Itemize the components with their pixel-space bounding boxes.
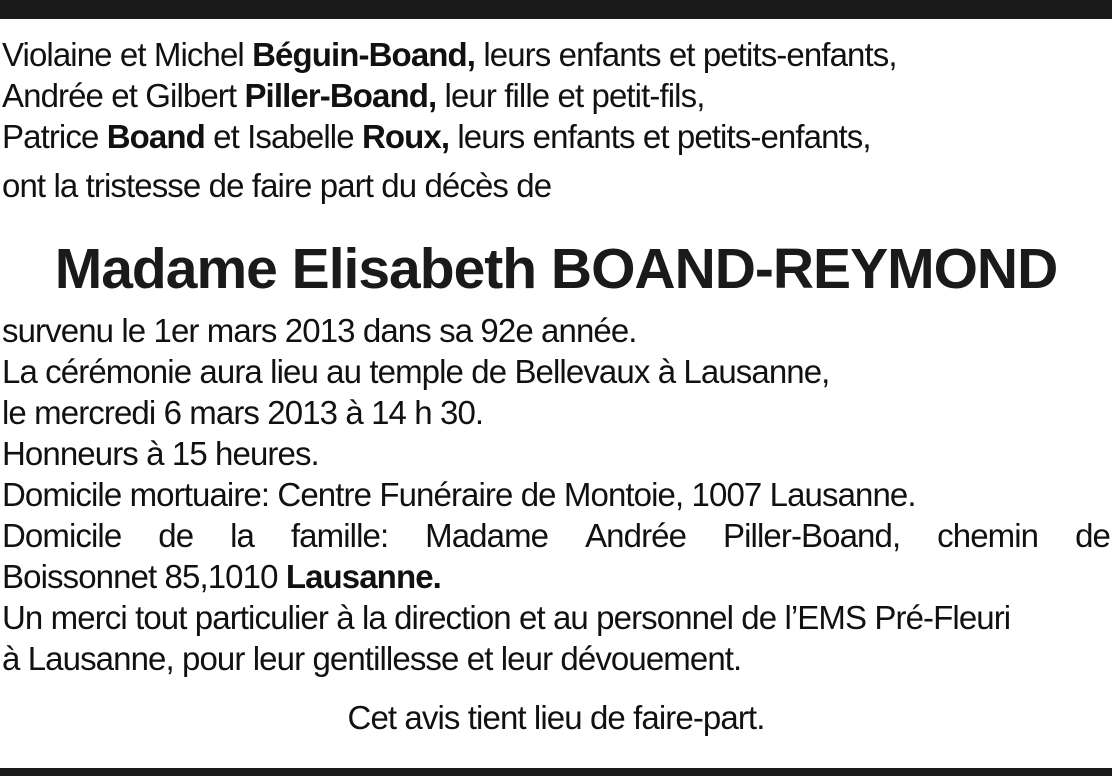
family-line-3-surname-1: Boand	[106, 118, 205, 155]
family-line-2	[2, 75, 1110, 116]
honours-text: Honneurs à 15 heures.	[2, 435, 319, 472]
family-home-word: famille:	[290, 517, 389, 554]
family-line-3-surname-2: Roux,	[361, 118, 450, 155]
announcement-text: ont la tristesse de faire part du décès de	[2, 167, 552, 204]
family-line-3-relation: leurs enfants et petits-enfants,	[449, 118, 871, 155]
family-line-2-relation: leur fille et petit-fils,	[436, 77, 705, 114]
thanks-line-2: à Lausanne, pour leur gentillesse et leur dévouement.	[2, 640, 742, 677]
ceremony-location-text: La cérémonie aura lieu au temple de Bellevaux à Lausanne,	[2, 353, 830, 390]
top-border-rule	[0, 0, 1112, 19]
family-home-word: de	[158, 517, 194, 554]
family-line-3-second-name: et Isabelle	[204, 118, 362, 155]
spacer	[2, 157, 1110, 165]
family-line-2-surname: Piller-Boand,	[244, 77, 437, 114]
passing-date-text: survenu le 1er mars 2013 dans sa 92e année.	[2, 312, 637, 349]
family-home-word: Andrée	[585, 517, 687, 554]
family-home-word: Domicile	[2, 517, 122, 554]
family-home-word: Madame	[425, 517, 549, 554]
mortuary-address-text: Domicile mortuaire: Centre Funéraire de Montoie, 1007 Lausanne.	[2, 476, 916, 513]
ceremony-date-text: le mercredi 6 mars 2013 à 14 h 30.	[2, 394, 484, 431]
family-line-2-first-names: Andrée et Gilbert	[2, 77, 245, 114]
family-home-line-1	[2, 515, 1110, 556]
family-home-word: la	[230, 517, 254, 554]
obituary-notice	[2, 34, 1110, 738]
family-line-1-relation: leurs enfants et petits-enfants,	[475, 36, 897, 73]
family-line-1-surname: Béguin-Boand,	[252, 36, 476, 73]
family-line-1-first-names: Violaine et Michel	[2, 36, 253, 73]
family-home-line-2	[2, 556, 1110, 597]
family-line-1	[2, 34, 1110, 75]
family-home-word: de	[1075, 517, 1110, 554]
family-line-3-first-name: Patrice	[2, 118, 107, 155]
family-home-word: Piller-Boand,	[723, 517, 901, 554]
closing-note: Cet avis tient lieu de faire-part.	[347, 699, 765, 736]
family-home-street: Boissonnet 85,1010	[2, 558, 286, 595]
bottom-border-rule	[0, 768, 1112, 776]
family-home-city: Lausanne.	[285, 558, 441, 595]
family-home-word: chemin	[937, 517, 1039, 554]
deceased-name: Madame Elisabeth BOAND-REYMOND	[54, 237, 1058, 301]
family-line-3	[2, 116, 1110, 157]
thanks-line-1: Un merci tout particulier à la direction et au personnel de l’EMS Pré-Fleuri	[2, 599, 1011, 636]
